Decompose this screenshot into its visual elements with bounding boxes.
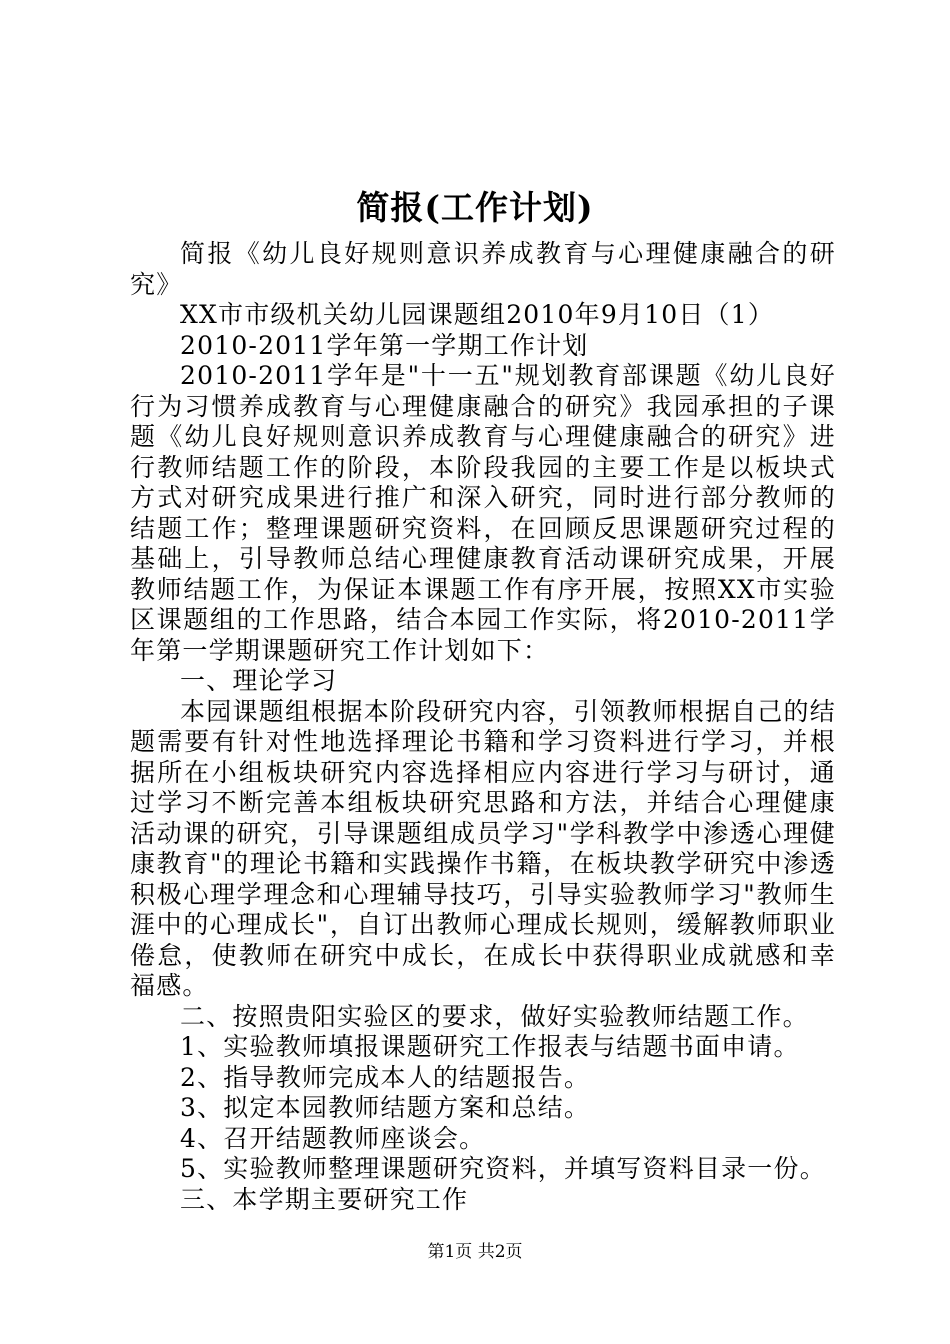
list-item: 5、实验教师整理课题研究资料，并填写资料目录一份。 (180, 1154, 826, 1183)
heading-conclusion-work: 二、按照贵阳实验区的要求，做好实验教师结题工作。 (180, 1001, 809, 1031)
paragraph-briefing-title: 简报《幼儿良好规则意识养成教育与心理健康融合的研究》 (130, 239, 836, 299)
paragraph-introduction: 2010-2011学年是"十一五"规划教育部课题《幼儿良好行为习惯养成教育与心理健康融合的研究》我园承担的子课题《幼儿良好规则意识养成教育与心理健康融合的研究》进行教师结题工作的阶段，本阶段我园的主要工作是以板块式方式对研究成果进行推广和深入研究，同时进行部分教师的结题工作；整理课题研究资料，在回顾反思课题研究过程的基础上，引导教师总结心理健康教育活动课研究成果，开展教师结题工作，为保证本课题工作有序开展，按照XX市实验区课题组的工作思路，结合本园工作实际，将2010-2011学年第一学期课题研究工作计划如下： (130, 361, 836, 665)
paragraph-theory-study: 本园课题组根据本阶段研究内容，引领教师根据自己的结题需要有针对性地选择理论书籍和学习资料进行学习，并根据所在小组板块研究内容选择相应内容进行学习与研讨，通过学习不断完善本组板块研究思路和方法，并结合心理健康活动课的研究，引导课题组成员学习"学科教学中渗透心理健康教育"的理论书籍和实践操作书籍，在板块教学研究中渗透积极心理学理念和心理辅导技巧，引导实验教师学习"教师生涯中的心理成长"，自订出教师心理成长规则，缓解教师职业倦怠，使教师在研究中成长，在成长中获得职业成就感和幸福感。 (130, 696, 836, 1000)
list-item: 1、实验教师填报课题研究工作报表与结题书面申请。 (180, 1032, 800, 1061)
document-title: 简报(工作计划) (356, 188, 594, 227)
list-item: 4、召开结题教师座谈会。 (180, 1123, 486, 1153)
paragraph-plan-title: 2010-2011学年第一学期工作计划 (180, 330, 589, 360)
list-item: 2、指导教师完成本人的结题报告。 (180, 1062, 591, 1092)
page-number: 第1页 共2页 (427, 1242, 523, 1262)
document-body (130, 239, 836, 1215)
heading-theory-study: 一、理论学习 (180, 666, 338, 695)
heading-main-research: 三、本学期主要研究工作 (180, 1184, 469, 1214)
list-item: 3、拟定本园教师结题方案和总结。 (180, 1093, 591, 1122)
paragraph-issuer-date: XX市市级机关幼儿园课题组2010年9月10日（1） (180, 300, 775, 329)
